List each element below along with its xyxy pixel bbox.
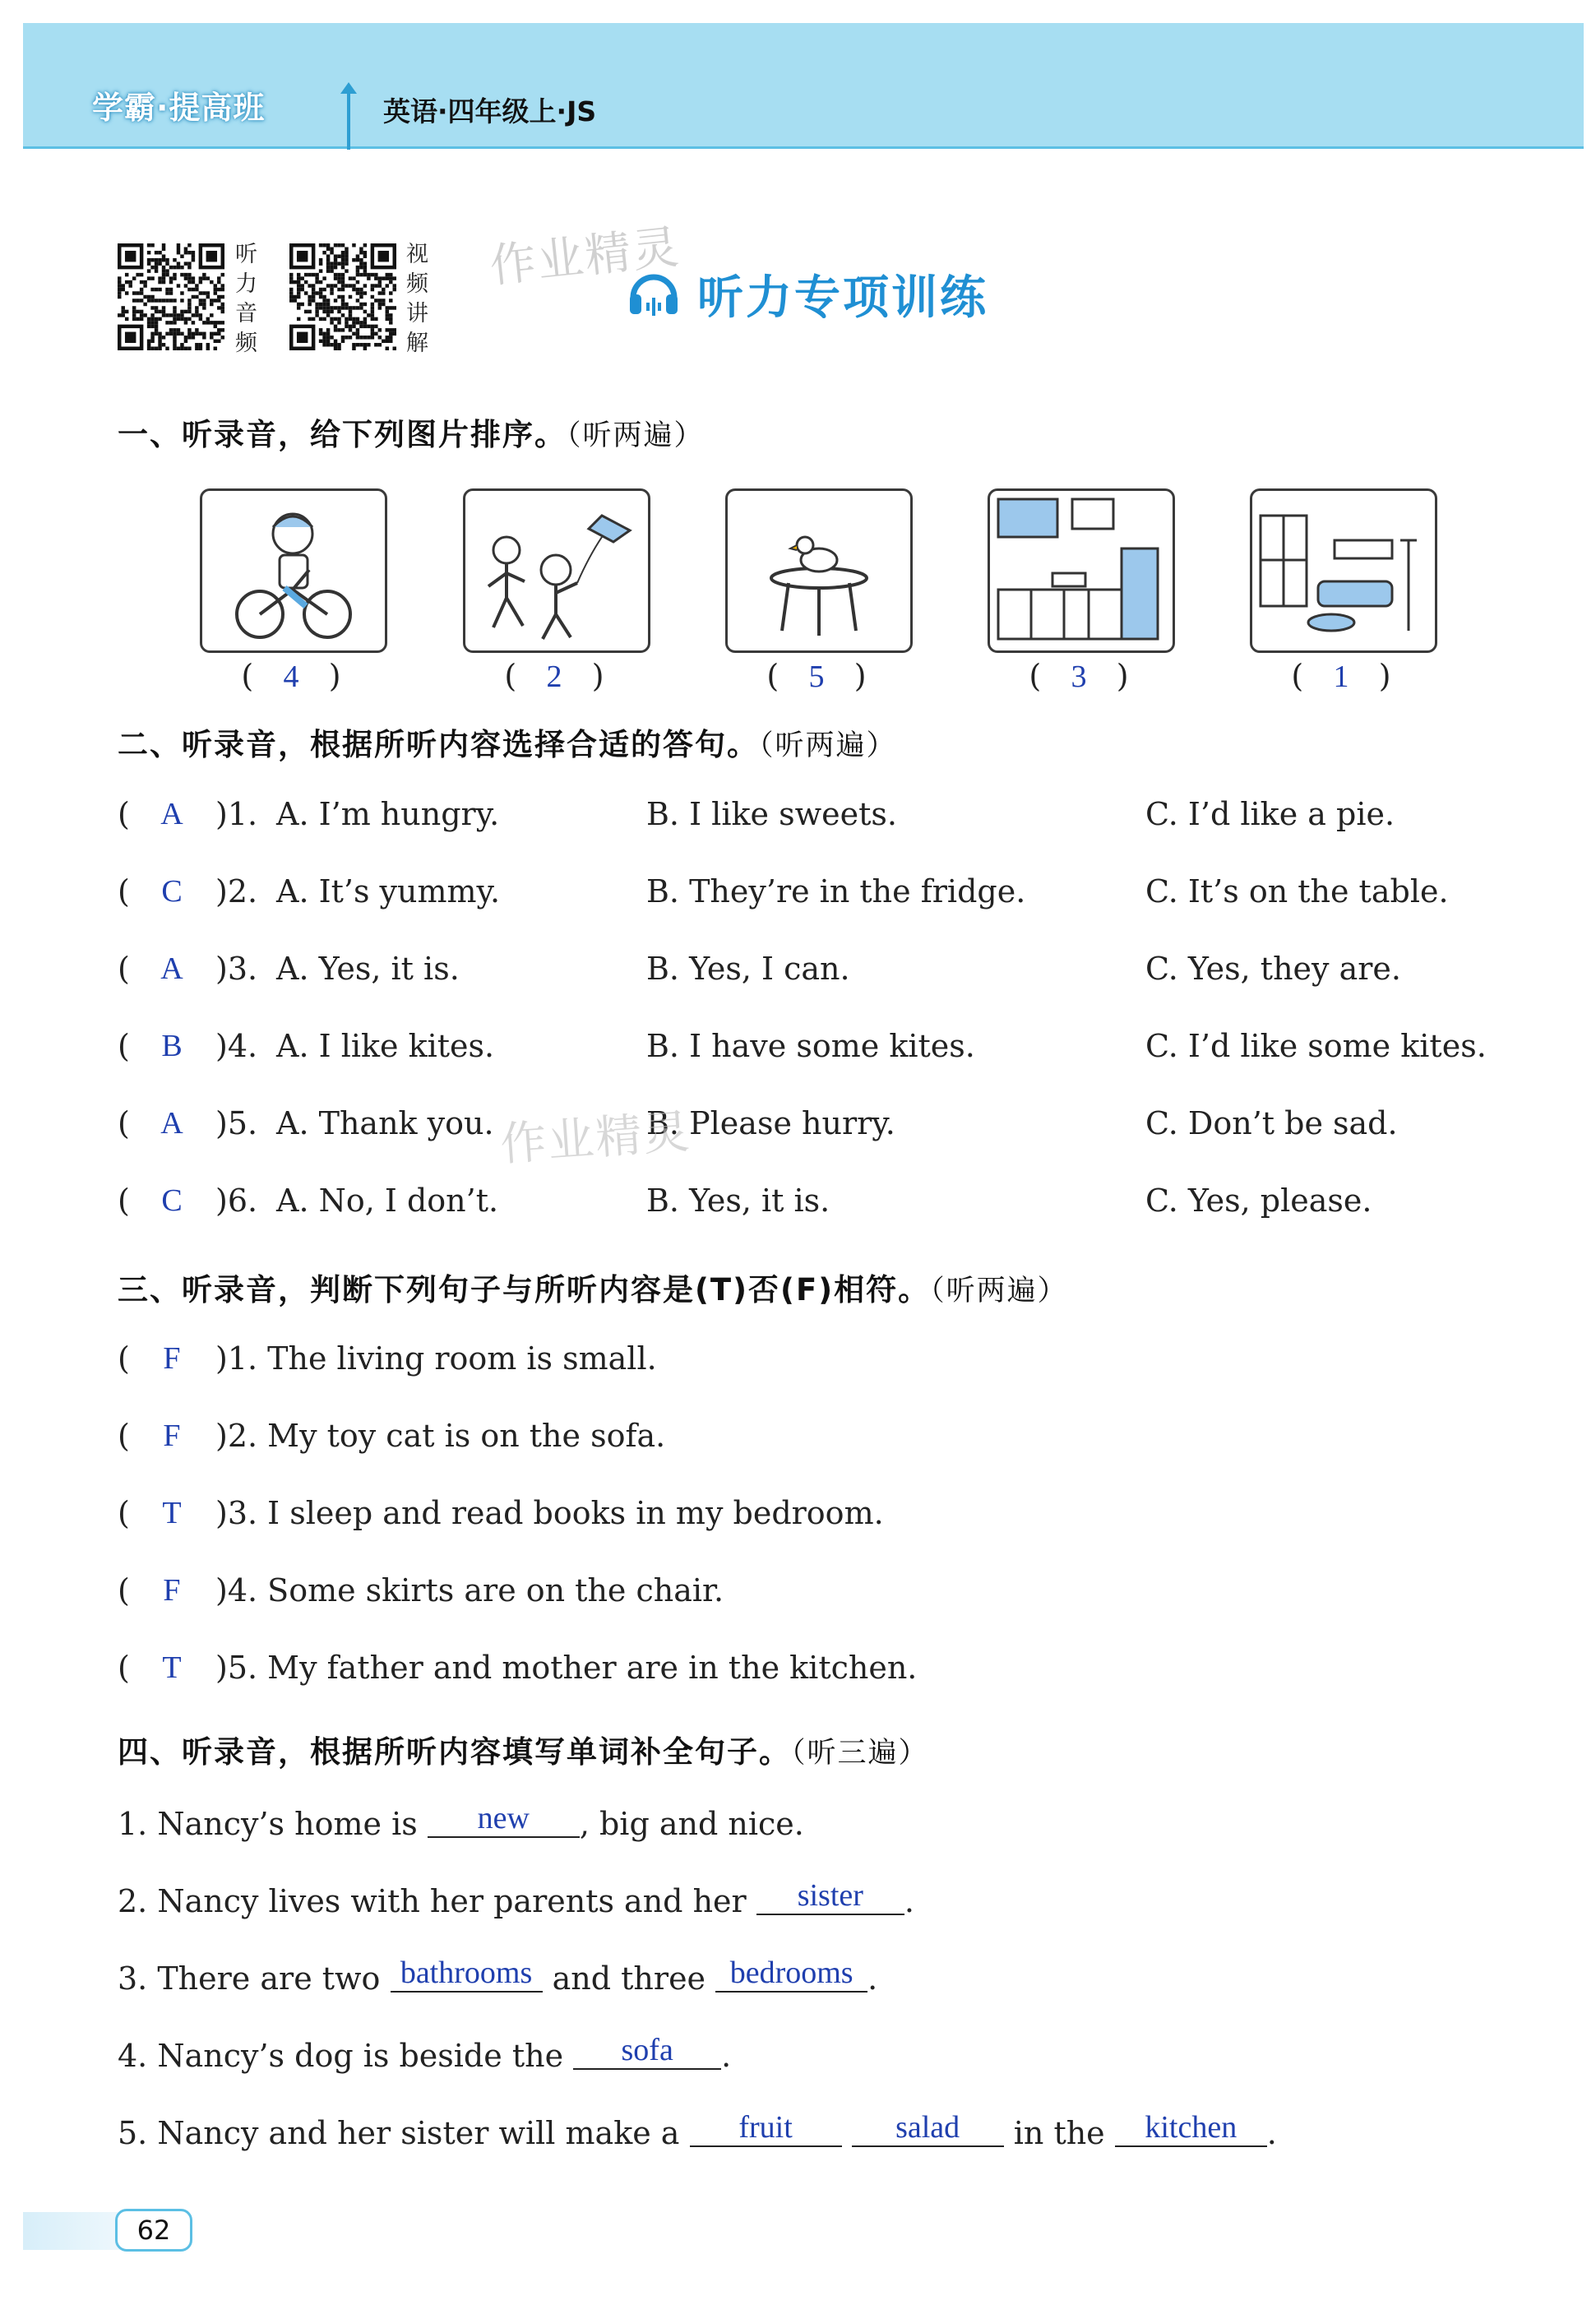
option-a: A. I like kites. bbox=[276, 1028, 495, 1064]
answer-letter[interactable]: B bbox=[161, 1029, 183, 1063]
watermark: 作业精灵 bbox=[498, 1104, 693, 1173]
section-title: 听力专项训练 bbox=[697, 271, 988, 325]
fill-sentence-5: 5. Nancy and her sister will make a fruit salad in the kitchen . bbox=[118, 2110, 1277, 2151]
answer-letter[interactable]: T bbox=[162, 1496, 182, 1530]
answer-paren: ( bbox=[118, 1572, 130, 1608]
answer-blank[interactable]: sofa bbox=[573, 2032, 721, 2070]
answer-letter[interactable]: A bbox=[160, 951, 183, 986]
option-a: A. No, I don’t. bbox=[276, 1183, 499, 1219]
answer-blank[interactable]: kitchen bbox=[1115, 2109, 1267, 2147]
kitchen-icon bbox=[988, 488, 1175, 653]
option-b: B. I like sweets. bbox=[646, 796, 897, 832]
option-a: A. Yes, it is. bbox=[276, 951, 460, 987]
subject-title: 英语·四年级上·JS bbox=[383, 95, 597, 127]
answer-paren: ( bbox=[118, 873, 130, 910]
question-number: )5. bbox=[215, 1105, 258, 1141]
answer-letter[interactable]: T bbox=[162, 1650, 182, 1685]
audio-qr-icon[interactable] bbox=[118, 243, 224, 350]
option-b: B. They’re in the fridge. bbox=[646, 873, 1026, 910]
answer-paren: ( bbox=[118, 796, 130, 832]
answer-letter[interactable]: F bbox=[163, 1341, 181, 1376]
pic-answer: ( 1 ) bbox=[1291, 658, 1391, 694]
question-number: )2. bbox=[215, 873, 258, 910]
answer-letter[interactable]: C bbox=[161, 874, 183, 909]
answer-blank[interactable]: bedrooms bbox=[715, 1955, 867, 1993]
header-divider bbox=[347, 86, 350, 150]
fill-sentence-4: 4. Nancy’s dog is beside the sofa . bbox=[118, 2033, 732, 2074]
option-c: C. Yes, please. bbox=[1145, 1183, 1372, 1219]
question-number: )1. bbox=[215, 796, 258, 832]
answer-blank[interactable]: bathrooms bbox=[391, 1955, 543, 1993]
statement-text: )4. Some skirts are on the chair. bbox=[215, 1572, 724, 1608]
part4-heading: 四、听录音，根据所听内容填写单词补全句子。（听三遍） bbox=[118, 1734, 929, 1770]
answer-paren: ( bbox=[118, 1183, 130, 1219]
answer-letter[interactable]: F bbox=[163, 1573, 181, 1608]
living-room-icon bbox=[1250, 488, 1437, 653]
answer-blank[interactable]: sister bbox=[756, 1877, 904, 1915]
option-c: C. Don’t be sad. bbox=[1145, 1105, 1398, 1141]
duck-on-table-icon bbox=[725, 488, 913, 653]
option-c: C. Yes, they are. bbox=[1145, 951, 1401, 987]
pic-answer: ( 4 ) bbox=[241, 658, 341, 694]
answer-blank[interactable]: new bbox=[428, 1800, 580, 1838]
option-c: C. I’d like a pie. bbox=[1145, 796, 1395, 832]
answer-letter[interactable]: A bbox=[160, 797, 183, 831]
option-a: A. I’m hungry. bbox=[276, 796, 500, 832]
kids-with-kite-icon bbox=[463, 488, 650, 653]
answer-letter[interactable]: F bbox=[163, 1419, 181, 1453]
option-a: A. It’s yummy. bbox=[276, 873, 501, 910]
option-a: A. Thank you. bbox=[276, 1105, 494, 1141]
option-b: B. I have some kites. bbox=[646, 1028, 975, 1064]
pic-answer: ( 3 ) bbox=[1029, 658, 1129, 694]
answer-paren: ( bbox=[118, 1105, 130, 1141]
statement-text: )2. My toy cat is on the sofa. bbox=[215, 1418, 666, 1454]
boy-on-bike-icon bbox=[200, 488, 387, 653]
video-qr-label: 视频讲解 bbox=[406, 242, 428, 356]
fill-sentence-3: 3. There are two bathrooms and three bedrooms . bbox=[118, 1956, 878, 1997]
answer-paren: ( bbox=[118, 1650, 130, 1686]
video-qr-icon[interactable] bbox=[289, 243, 396, 350]
page-number: 62 bbox=[115, 2209, 192, 2252]
option-c: C. I’d like some kites. bbox=[1145, 1028, 1487, 1064]
option-b: B. Yes, it is. bbox=[646, 1183, 830, 1219]
headphones-icon bbox=[625, 263, 682, 321]
fill-sentence-1: 1. Nancy’s home is new , big and nice. bbox=[118, 1801, 804, 1842]
question-number: )6. bbox=[215, 1183, 258, 1219]
part2-heading: 二、听录音，根据所听内容选择合适的答句。（听两遍） bbox=[118, 727, 897, 762]
statement-text: )1. The living room is small. bbox=[215, 1340, 657, 1377]
statement-text: )5. My father and mother are in the kitchen. bbox=[215, 1650, 918, 1686]
option-c: C. It’s on the table. bbox=[1145, 873, 1449, 910]
audio-qr-label: 听力音频 bbox=[235, 242, 257, 356]
answer-letter[interactable]: C bbox=[161, 1183, 183, 1218]
brand-title: 学霸·提高班 bbox=[92, 90, 266, 126]
question-number: )4. bbox=[215, 1028, 258, 1064]
pic-answer: ( 5 ) bbox=[766, 658, 867, 694]
answer-paren: ( bbox=[118, 1028, 130, 1064]
answer-blank[interactable]: salad bbox=[852, 2109, 1004, 2147]
answer-letter[interactable]: A bbox=[160, 1106, 183, 1141]
question-number: )3. bbox=[215, 951, 258, 987]
answer-blank[interactable]: fruit bbox=[690, 2109, 842, 2147]
answer-paren: ( bbox=[118, 951, 130, 987]
statement-text: )3. I sleep and read books in my bedroom. bbox=[215, 1495, 884, 1531]
part3-heading: 三、听录音，判断下列句子与所听内容是(T)否(F)相符。（听两遍） bbox=[118, 1272, 1068, 1308]
answer-paren: ( bbox=[118, 1495, 130, 1531]
fill-sentence-2: 2. Nancy lives with her parents and her sister . bbox=[118, 1878, 914, 1919]
option-b: B. Please hurry. bbox=[646, 1105, 895, 1141]
pic-answer: ( 2 ) bbox=[504, 658, 604, 694]
answer-paren: ( bbox=[118, 1340, 130, 1377]
option-b: B. Yes, I can. bbox=[646, 951, 850, 987]
watermark: 作业精灵 bbox=[487, 220, 683, 294]
answer-paren: ( bbox=[118, 1418, 130, 1454]
part1-heading: 一、听录音，给下列图片排序。（听两遍） bbox=[118, 417, 705, 452]
